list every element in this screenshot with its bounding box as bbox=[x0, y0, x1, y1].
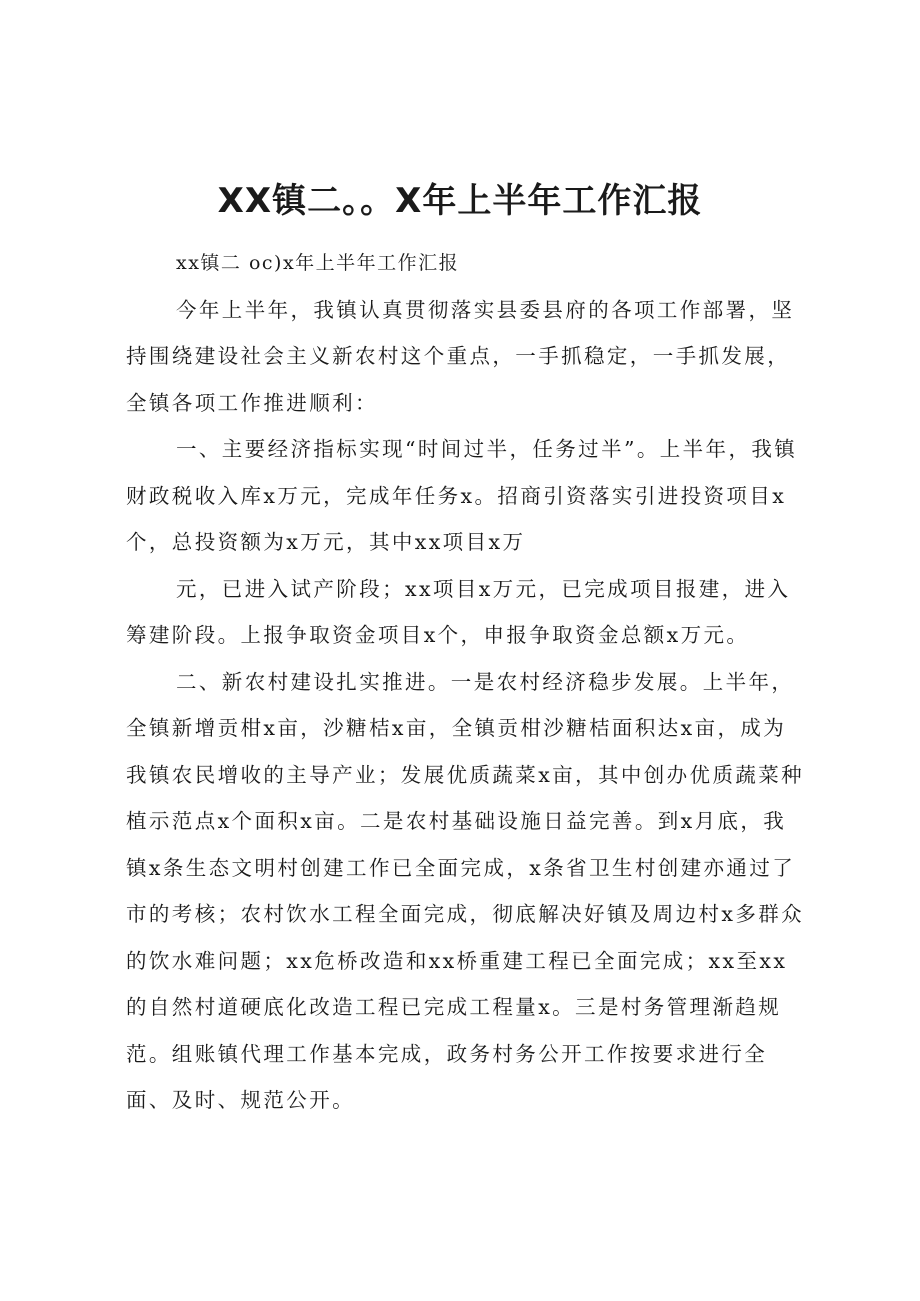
paragraph-economic-indicators: 一、主要经济指标实现“时间过半，任务过半”。上半年，我镇财政税收入库x万元，完成年任务x。招商引资落实引进投资项目x个，总投资额为x万元，其中xx项目x万 bbox=[126, 437, 798, 554]
document-body bbox=[126, 240, 806, 1124]
paragraph-economic-indicators-cont: 元，已进入试产阶段；xx项目x万元，已完成项目报建，进入筹建阶段。上报争取资金项目x个，申报争取资金总额x万元。 bbox=[126, 576, 791, 647]
paragraph-new-countryside: 二、新农村建设扎实推进。一是农村经济稳步发展。上半年，全镇新增贡柑x亩，沙糖桔x亩，全镇贡柑沙糖桔面积达x亩，成为我镇农民增收的主导产业；发展优质蔬菜x亩，其中创办优质蔬菜种植示范点x个面积x亩。二是农村基础设施日益完善。到x月底，我镇x条生态文明村创建工作已全面完成，x条省卫生村创建亦通过了市的考核；农村饮水工程全面完成，彻底解决好镇及周边村x多群众的饮水难问题；xx危桥改造和xx桥重建工程已全面完成；xx至xx的自然村道硬底化改造工程已完成工程量x。三是村务管理渐趋规范。组账镇代理工作基本完成，政务村务公开工作按要求进行全面、及时、规范公开。 bbox=[126, 669, 805, 1112]
document-title: XX镇二。。X年上半年工作汇报 bbox=[217, 181, 703, 221]
paragraph-intro: 今年上半年，我镇认真贯彻落实县委县府的各项工作部署，坚持围绕建设社会主义新农村这个重点，一手抓稳定，一手抓发展，全镇各项工作推进顺利： bbox=[126, 297, 795, 415]
document-subtitle: xx镇二 oc)x年上半年工作汇报 bbox=[176, 252, 460, 274]
